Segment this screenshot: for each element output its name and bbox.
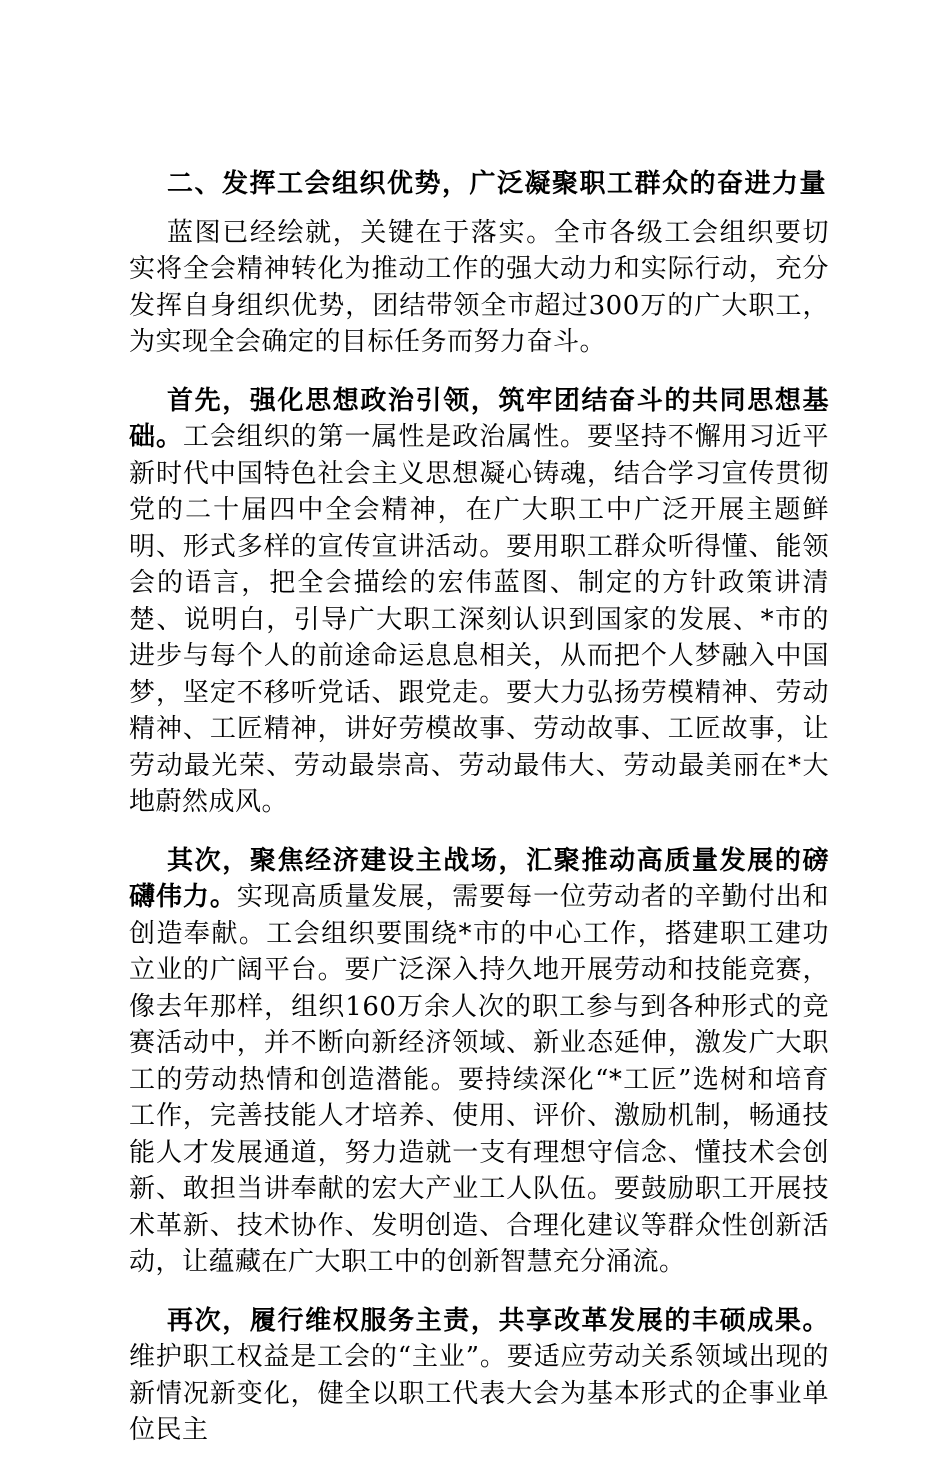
section-heading: 二、发挥工会组织优势，广泛凝聚职工群众的奋进力量 xyxy=(167,169,828,199)
paragraph-third-point xyxy=(129,1303,829,1449)
paragraph-second-point xyxy=(129,843,829,1281)
paragraph-text: 工会组织的第一属性是政治属性。要坚持不懈用习近平新时代中国特色社会主义思想凝心铸魂，结合学习宣传贯彻党的二十届四中全会精神，在广大职工中广泛开展主题鲜明、形式多样的宣传宣讲活动。要用职工群众听得懂、能领会的语言，把全会描绘的宏伟蓝图、制定的方针政策讲清楚、说明白，引导广大职工深刻认识到国家的发展、*市的进步与每个人的前途命运息息相关，从而把个人梦融入中国梦，坚定不移听党话、跟党走。要大力弘扬劳模精神、劳动精神、工匠精神，讲好劳模故事、劳动故事、工匠故事，让劳动最光荣、劳动最崇高、劳动最伟大、劳动最美丽在*大地蔚然成风。 xyxy=(129,422,829,817)
paragraph-text: 蓝图已经绘就，关键在于落实。全市各级工会组织要切实将全会精神转化为推动工作的强大动力和实际行动，充分发挥自身组织优势，团结带领全市超过300万的广大职工，为实现全会确定的目标任务而努力奋斗。 xyxy=(129,217,829,357)
document-body xyxy=(129,166,829,1471)
paragraph-lead: 再次，履行维权服务主责，共享改革发展的丰硕成果。 xyxy=(167,1305,829,1336)
paragraph-text: 维护职工权益是工会的“主业”。要适应劳动关系领域出现的新情况新变化，健全以职工代表大会为基本形式的企事业单位民主 xyxy=(129,1342,829,1445)
paragraph-first-point xyxy=(129,383,829,821)
paragraph-lead: 其次，聚焦经济建设主战场，汇聚推动高质量发展的磅礴伟力。 xyxy=(129,845,829,912)
paragraph-text: 实现高质量发展，需要每一位劳动者的辛勤付出和创造奉献。工会组织要围绕*市的中心工作，搭建职工建功立业的广阔平台。要广泛深入持久地开展劳动和技能竞赛，像去年那样，组织160万余人次的职工参与到各种形式的竞赛活动中，并不断向新经济领域、新业态延伸，激发广大职工的劳动热情和创造潜能。要持续深化“*工匠”选树和培育工作，完善技能人才培养、使用、评价、激励机制，畅通技能人才发展通道，努力造就一支有理想守信念、懂技术会创新、敢担当讲奉献的宏大产业工人队伍。要鼓励职工开展技术革新、技术协作、发明创造、合理化建议等群众性创新活动，让蕴藏在广大职工中的创新智慧充分涌流。 xyxy=(129,882,829,1277)
paragraph-lead: 首先，强化思想政治引领，筑牢团结奋斗的共同思想基础。 xyxy=(129,385,829,452)
paragraph-intro xyxy=(129,215,829,361)
